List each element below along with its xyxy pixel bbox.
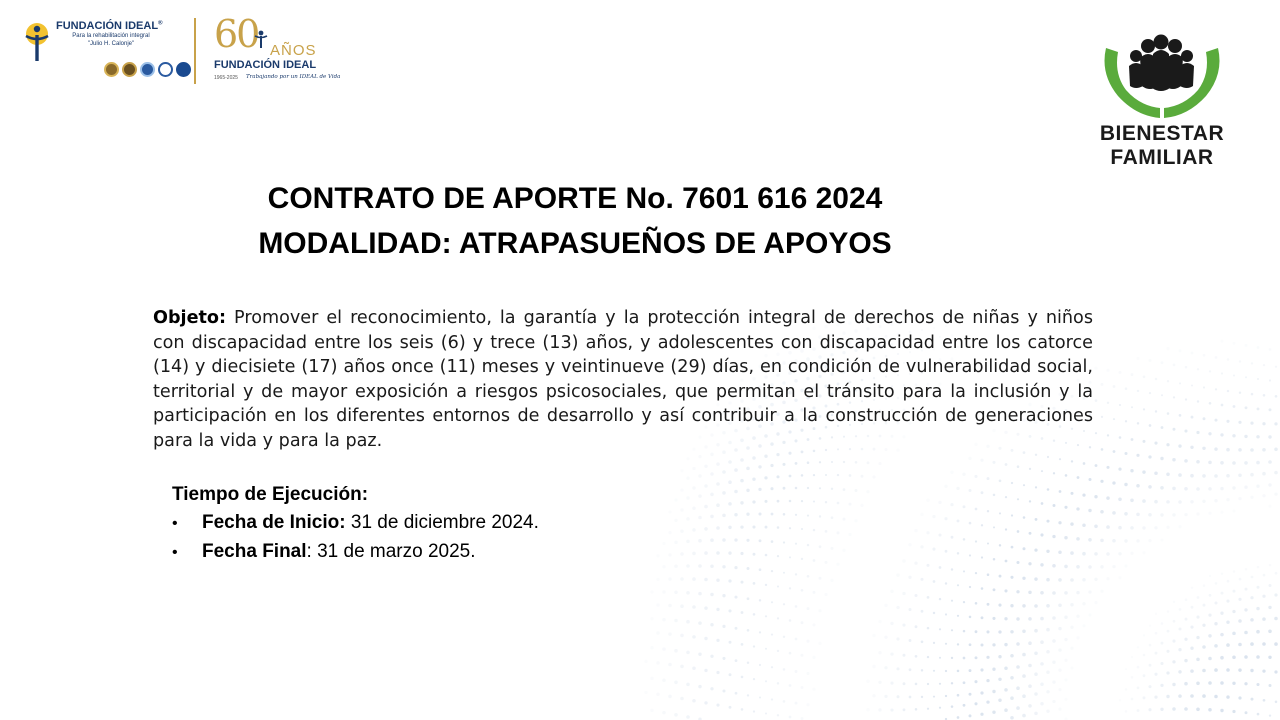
fundacion-subtitle: Para la rehabilitación integral xyxy=(72,33,150,39)
bullet-icon: • xyxy=(172,515,178,532)
anniversary-tagline: Trabajando por un IDEAL de Vida xyxy=(246,74,341,80)
registered-mark: ® xyxy=(158,20,163,27)
fundacion-subtitle-2: "Julio H. Calonje" xyxy=(87,41,135,47)
family-hands-icon xyxy=(1098,34,1226,122)
person-figure-icon xyxy=(254,30,268,48)
bienestar-line-2: FAMILIAR xyxy=(1110,146,1214,169)
list-item xyxy=(172,541,872,570)
start-date-value: 31 de diciembre 2024. xyxy=(345,512,539,533)
anniversary-foundation-name: FUNDACIÓN IDEAL xyxy=(214,59,317,71)
seal-icon xyxy=(176,62,191,77)
anniversary-label: AÑOS xyxy=(270,42,317,59)
seal-icon xyxy=(104,62,119,77)
fundacion-name: FUNDACIÓN IDEAL xyxy=(56,20,159,32)
bienestar-familiar-logo xyxy=(1098,34,1226,170)
anniversary-years: 1965-2025 xyxy=(214,75,238,81)
bienestar-line-1: BIENESTAR xyxy=(1099,122,1225,145)
objeto-text: Promover el reconocimiento, la garantía y la protección integral de derechos de niñas y niños con discapacidad entre los seis (6) y trece (13) años, y adolescentes con discapacidad entre los catorce (14) y diecisiete (17) años once (11) meses y veintinueve (29) días, en condición de vulnerabilidad social, territorial y de mayor exposición a riesgos psicosociales, que permitan el tránsito para la inclusión y la participación en los diferentes entornos de desarrollo y así contribuir a la construcción de generaciones para la vida y para la paz. xyxy=(153,308,1093,451)
objeto-paragraph xyxy=(153,306,1093,453)
start-date-label: Fecha de Inicio: xyxy=(202,512,346,533)
list-item xyxy=(172,512,872,541)
modality-title: MODALIDAD: ATRAPASUEÑOS DE APOYOS xyxy=(258,227,892,260)
person-figure-icon xyxy=(20,20,54,66)
seal-icon xyxy=(122,62,137,77)
contract-title: CONTRATO DE APORTE No. 7601 616 2024 xyxy=(267,182,883,215)
end-date-label: Fecha Final xyxy=(202,541,307,562)
anniversary-number: 60 xyxy=(214,12,259,56)
certification-seals xyxy=(104,62,191,77)
logo-divider xyxy=(194,18,196,84)
seal-icon xyxy=(158,62,173,77)
bullet-icon: • xyxy=(172,544,178,561)
end-date-value: : 31 de marzo 2025. xyxy=(306,541,476,562)
execution-time-title: Tiempo de Ejecución: xyxy=(172,484,369,505)
fundacion-ideal-logo xyxy=(20,16,180,86)
objeto-label: Objeto: xyxy=(153,308,227,328)
seal-icon xyxy=(140,62,155,77)
sixty-years-logo xyxy=(212,12,341,88)
execution-time-section xyxy=(172,484,872,570)
